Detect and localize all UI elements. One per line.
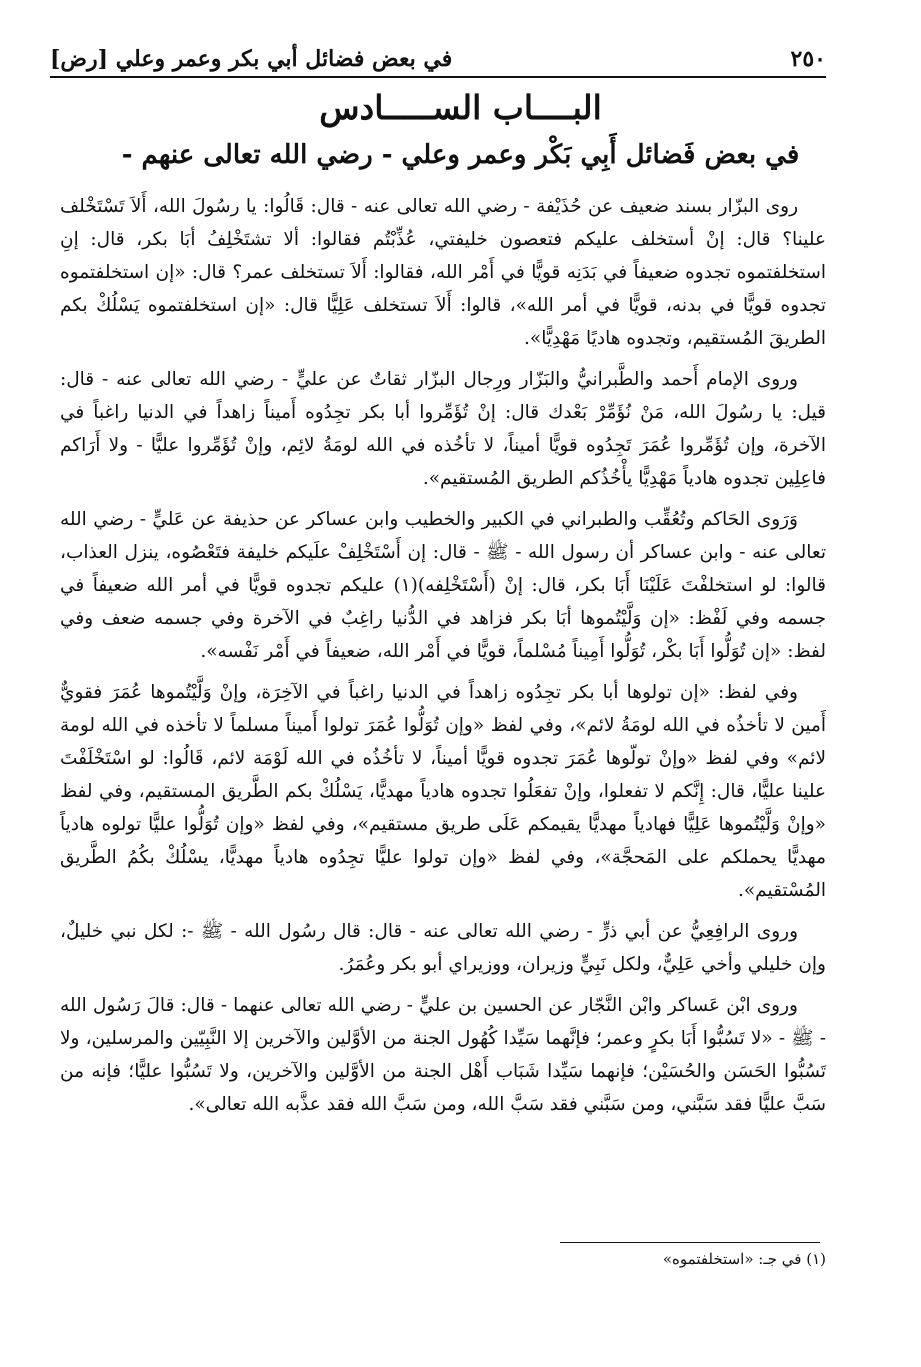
body-text <box>60 190 826 1129</box>
paragraph: وروى الإمام أَحمد والطَّبرانيُّ والبَزّار ورِجال البزّار ثقاتٌ عن عليٍّ - رضي الله تعالى عنه - قال: قيل: يا رسُولَ الله، مَنْ نُؤَمِّرْ بَعْدك قال: إنْ تُؤَمِّروا أبا بكر تجِدُوه أَميناً زاهداً في الدنيا راغباً في الآخرة، وإن تُؤَمِّروا عُمَرَ تَجِدُوه قويًّا أميناً، لا تأخُذه في الله لومَةُ لائِم، وإنْ تُؤَمِّروا عليًّا - ولا أَرَاكم فاعِلِين تجدوه هادياً مَهْدِيًّا يأْخُذُكم الطريق المُستقيم». <box>60 369 826 489</box>
chapter-heading: البــــاب الســـــادس <box>319 88 602 127</box>
paragraph: وفي لفظ: «إن تولوها أبا بكر تجِدُوه زاهداً في الدنيا راغباً في الآخِرَة، وإنْ وَلَّيْتُموها عُمَرَ فقويٌّ أَمين لا تأخذُه في الله لومَةُ لائم»، وفي لفظ «وإن تُوَلُّوا عُمَرَ تولوا أَميناً مسلماً لا تأخذه في الله لومة لائم» وفي لفظ «وإنْ تولّوها عُمَرَ تجدوه قويًّا أميناً، لا تأخُذُه في الله لَوْمَة لائم، قَالُوا: لو اسْتَخْلَفْتَ علينا عليًّا، قال: إِنَّكم لا تفعلوا، وإنْ تفعَلُوا تجدوه هادياً مهديًّا، يَسْلُكْ بكم الطَّريق المستقيم، وفي لفظ «وإنْ وَلَّيْتُموها عَلِيًّا فهادياً مهديًّا يقيمكم عَلَى طريق مستقيم»، وفي لفظ «وإن تُوَلُّوا عليًّا تولوه هادياً مهديًّا يحملكم على المَحجَّة»، وفي لفظ «وإن تولوا عليًّا تجِدُوه هادياً مهديًّا، يسْلُكْ بكُمُ الطَّريق المُسْتقيم». <box>60 682 826 901</box>
paragraph: روى البزّار بسند ضعيف عن حُذَيْفة - رضي الله تعالى عنه - قال: قَالُوا: يا رسُولَ الله، أَلاَ تَسْتَخْلف علينا؟ قال: إنْ أستخلف عليكم فتعصون خليفتي، عُذِّبْتُم فقالوا: ألا تشتَخْلِفُ أبَا بكر، قال: إنِ استخلفتموه تجدوه ضعيفاً في بَدَنِه قويًّا في أَمْر الله، فقالوا: أَلاَ تستخلف عمر؟ قال: «إن استخلفتموه تجدوه قويًّا في بدنه، قويًّا في أمر الله»، قالوا: أَلاَ تستخلف عَلِيًّا قال: «إن استخلفتموه يَسْلُكْ بكم الطريقَ المُستقيم، وتجدوه هاديًا مَهْدِيًّا». <box>60 196 826 349</box>
footnote: (١) في جـ: «استخلفتموه» <box>662 1250 826 1268</box>
chapter-subtitle: في بعض فَضائل أَبِي بَكْر وعمر وعلي - رضي الله تعالى عنهم - <box>121 140 800 170</box>
footnote-rule <box>560 1242 820 1243</box>
running-title: في بعض فضائل أبي بكر وعمر وعلي [رض] <box>50 46 453 72</box>
paragraph: وروى الرافِعِيُّ عن أبي ذرٍّ - رضي الله تعالى عنه - قال: قال رسُول الله - ﷺ -: لكل نبي خليلٌ، وإن خليلي وأخي عَلِيٌّ، ولكل نَبِيٍّ وزيران، ووزيراي أبو بكر وعُمَرُ. <box>60 921 826 975</box>
paragraph: وروى ابْن عَساكر وابْن النَّجّار عن الحسين بن عليٍّ - رضي الله تعالى عنهما - قال: قالَ رَسُول الله - ﷺ - «لا تَسُبُّوا أَبَا بكرٍ وعمر؛ فإنَّهما سَيِّدا كُهُول الجنة من الأوَّلين والآخرين إلا النَّبِيّين والمرسلين، ولا تَسُبُّوا الحَسَن والحُسَيْن؛ فإنهما سَيِّدا شَبَاب أَهْل الجنة من الأوَّلين والآخرين، ولا تَسُبُّوا عليًّا؛ فإنه من سَبَّ عليًّا فقد سَبَّني، ومن سَبَّني فقد سَبَّ الله، ومن سَبَّ الله فقد عذَّبه الله تعالى». <box>60 995 827 1115</box>
page-number: ٢٥٠ <box>790 46 826 72</box>
paragraph: وَرَوى الحَاكم وتُعُقِّب والطبراني في الكبير والخطيب وابن عساكر عن حذيفة عن عَليٍّ - رضي الله تعالى عنه - وابن عساكر أن رسول الله - ﷺ - قال: إن أَسْتَخْلِفْ علَيكم خليفة فتَعْصُوه، ينزل العذاب، قالوا: لو استخلفْتَ عَلَيْنَا أَبَا بكر، قال: إنْ (أَسْتَخْلِفه)(١) عليكم تجدوه قويًّا في أمر الله ضعيفاً في جسمه وفي لَفْظ: «إن وَلَّيْتُموها أبَا بكر فزاهد في الدُّنيا راغِبٌ في الآخرة وفي جسمه ضعف وفي لفظ: «إن تُوَلُّوا أَبَا بكْر، تُوَلُّوا أَمِيناً مُسْلماً، قويًّا في أَمْر الله، ضعيفاً في أَمْر نَفْسه». <box>60 509 827 662</box>
running-header <box>50 28 826 72</box>
header-rule <box>50 76 826 78</box>
